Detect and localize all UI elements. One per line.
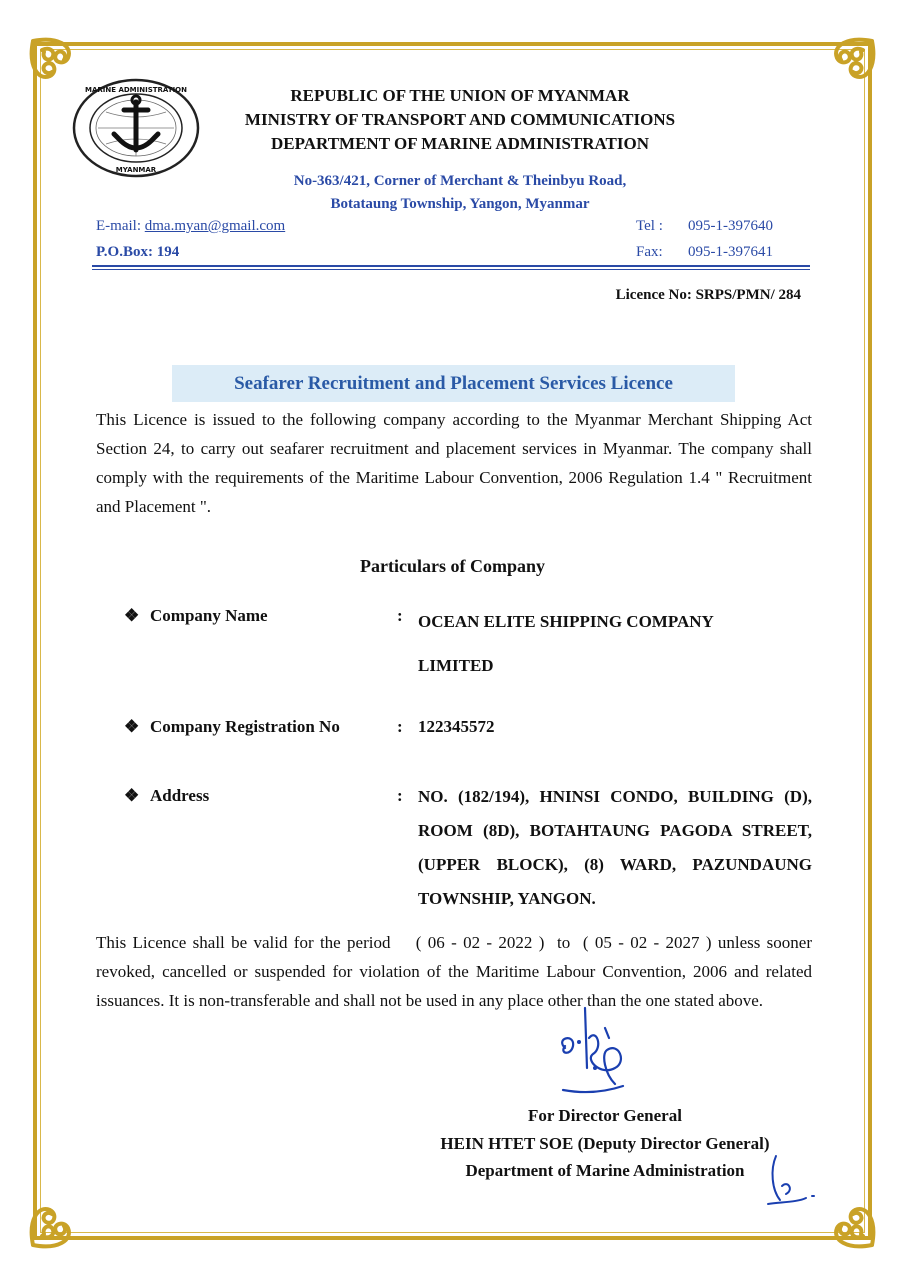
contact-email [96, 218, 285, 235]
email-link[interactable]: dma.myan@gmail.com [144, 218, 286, 234]
header-republic: REPUBLIC OF THE UNION OF MYANMAR [290, 86, 630, 105]
signature-icon [545, 998, 655, 1108]
particulars-heading: Particulars of Company [360, 556, 545, 576]
contact-fax [636, 244, 773, 261]
colon: : [397, 606, 403, 625]
office-address-line2: Botataung Township, Yangon, Myanmar [330, 196, 590, 212]
company-name-label: ❖ Company Name [124, 606, 268, 625]
header-ministry: MINISTRY OF TRANSPORT AND COMMUNICATIONS [244, 110, 676, 129]
licence-title: Seafarer Recruitment and Placement Services Licence [234, 372, 673, 394]
diamond-bullet-icon: ❖ [124, 717, 140, 736]
fax-label: Fax: [636, 244, 663, 260]
svg-text:MARINE ADMINISTRATION: MARINE ADMINISTRATION [85, 86, 187, 94]
registration-label: ❖ Company Registration No [124, 717, 340, 736]
company-name-value: OCEAN ELITE SHIPPING COMPANY LIMITED [418, 612, 714, 675]
address-value: NO. (182/194), HNINSI CONDO, BUILDING (D), ROOM (8D), BOTAHTAUNG PAGODA STREET, (UPPER BLOCK), (8) WARD, PAZUNDAUNG TOWNSHIP, YANGON. [418, 787, 812, 908]
colon: : [397, 786, 403, 805]
footer-department: Department of Marine Administration [465, 1161, 745, 1180]
header-divider [92, 265, 810, 267]
diamond-bullet-icon: ❖ [124, 786, 140, 805]
contact-tel [636, 218, 773, 235]
initial-signature-icon [762, 1150, 822, 1210]
header-department: DEPARTMENT OF MARINE ADMINISTRATION [271, 134, 649, 153]
svg-text:MYANMAR: MYANMAR [115, 166, 157, 174]
footer-signatory-name: HEIN HTET SOE (Deputy Director General) [440, 1134, 770, 1153]
tel-value: 095-1-397640 [688, 218, 773, 234]
intro-paragraph: This Licence is issued to the following company according to the Myanmar Merchant Shipping Act Section 24, to carry out seafarer recruitment and placement services in Myanmar. The company shall comply with the requirements of the Maritime Labour Convention, 2006 Regulation 1.4 " Recruitment and Placement ". [96, 410, 812, 516]
corner-ornament-icon [28, 1180, 98, 1250]
fax-value: 095-1-397641 [688, 244, 773, 260]
office-address-line1: No-363/421, Corner of Merchant & Theinbyu Road, [293, 173, 627, 189]
colon: : [397, 717, 403, 736]
diamond-bullet-icon: ❖ [124, 606, 140, 625]
registration-value: 122345572 [418, 717, 495, 736]
marine-administration-seal-icon [72, 78, 200, 178]
licence-title-banner [172, 365, 735, 402]
tel-label: Tel : [636, 218, 663, 234]
licence-number: Licence No: SRPS/PMN/ 284 [615, 287, 801, 303]
header-divider-thin [92, 269, 810, 270]
email-label: E-mail: [96, 218, 141, 234]
address-label: ❖ Address [124, 786, 210, 805]
validity-paragraph: This Licence shall be valid for the period ( 06 - 02 - 2022 ) to ( 05 - 02 - 2027 ) unless sooner revoked, cancelled or suspended for violation of the Maritime Labour Convention, 2006 and related issuances. It is non-transferable and shall not be used in any place other than the one stated above. [96, 933, 817, 1010]
corner-ornament-icon [807, 36, 877, 106]
footer-for-director-general: For Director General [528, 1106, 682, 1125]
contact-pobox: P.O.Box: 194 [96, 244, 180, 260]
